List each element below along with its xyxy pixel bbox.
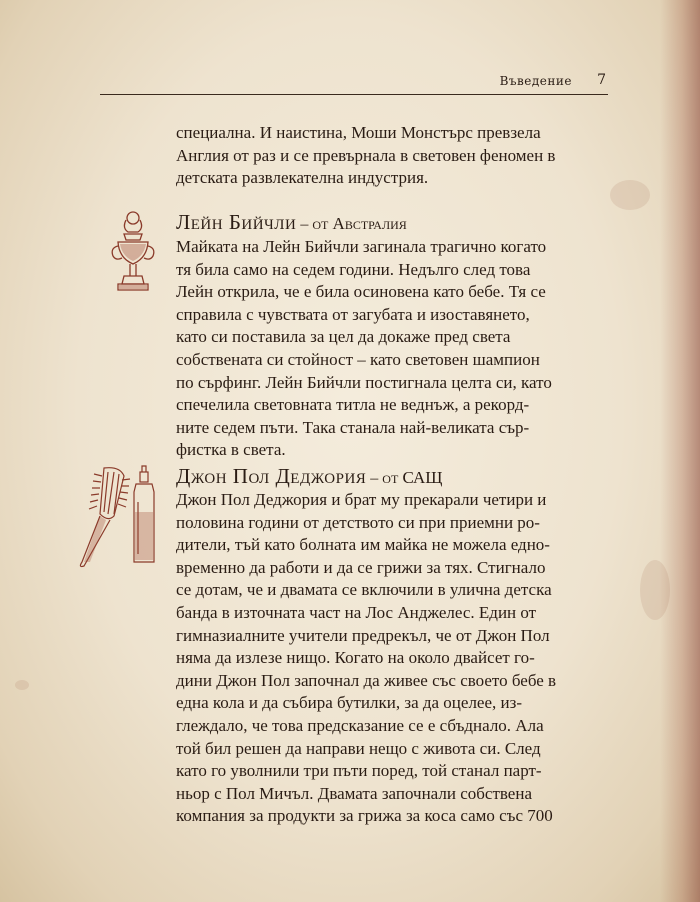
text-line: банда в източната част на Лос Анджелес. Един от — [176, 602, 537, 622]
page-number: 7 — [597, 72, 606, 88]
text-line: като си поставила за цел да докаже пред света — [176, 327, 511, 347]
section-heading — [176, 464, 606, 489]
text-line: глеждало, че това предсказание се е сбъднало. Ала — [176, 715, 544, 735]
paper-stain — [640, 560, 670, 620]
text-line: спечелила световната титла не веднъж, а рекорд- — [176, 395, 530, 415]
text-line: дители, тъй като болната им майка не можела едно- — [176, 535, 550, 555]
text-line: Джон Пол Деджория и брат му прекарали четири и — [176, 490, 547, 509]
text-line: се дотам, че и двамата се включили в улична детска — [176, 580, 552, 600]
text-line: временно да работи и да се грижи за тях. Стигнало — [176, 557, 546, 577]
text-line: тя била само на седем години. Недълго след това — [176, 259, 531, 279]
person-name: Лейн Бийчли — [176, 210, 297, 234]
paper-stain — [610, 180, 650, 210]
text-line: Майката на Лейн Бийчли загинала трагично когато — [176, 237, 547, 256]
person-origin: от Австралия — [312, 214, 407, 233]
intro-paragraph — [176, 122, 596, 190]
text-line: като го уволнили три пъти поред, той станал парт- — [176, 761, 542, 781]
person-name: Джон Пол Деджория — [176, 464, 367, 488]
person-origin: от САЩ — [382, 468, 443, 487]
heading-dash: – — [296, 216, 313, 233]
page-edge-shadow — [660, 0, 700, 902]
biography-paragraph — [176, 236, 596, 462]
section-title: Въведение — [499, 74, 572, 88]
text-line: Англия от раз и се превърнала в световен феномен в — [176, 145, 556, 165]
text-line: специална. И наистина, Моши Монстърс превзела — [176, 123, 541, 142]
text-line: той бил решен да направи нещо с живота си. След — [176, 738, 541, 758]
text-line: гимназиалните учители предрекъл, че от Джон Пол — [176, 625, 550, 645]
text-line: Лейн открила, че е била осиновена като бебе. Тя се — [176, 282, 546, 302]
text-line: половина години от детството си при приемни ро- — [176, 512, 540, 532]
text-line: няма да излезе нищо. Когато на около двайсет го- — [176, 648, 535, 668]
text-line: дини Джон Пол започнал да живее със своето бебе в — [176, 670, 557, 690]
paper-stain — [15, 680, 29, 690]
biography-paragraph — [176, 489, 596, 828]
hairbrush-and-bottle-icon — [64, 462, 174, 570]
running-header — [100, 70, 608, 95]
text-line: собствената си стойност – като световен шампион — [176, 349, 540, 369]
text-line: ньор с Пол Мичъл. Двамата започнали собствена — [176, 783, 532, 803]
text-line: фистка в света. — [176, 440, 286, 460]
text-line: ните седем пъти. Така станала най-великата сър- — [176, 417, 530, 437]
heading-dash: – — [366, 470, 383, 487]
text-line: детската развлекателна индустрия. — [176, 168, 429, 188]
text-line: една кола и да събира бутилки, за да оцелее, из- — [176, 693, 523, 713]
text-line: справила с чувствата от загубата и изоставянето, — [176, 304, 530, 324]
section-heading — [176, 210, 606, 235]
text-line: по сърфинг. Лейн Бийчли постигнала целта си, като — [176, 372, 552, 392]
text-line: компания за продукти за грижа за коса само със 700 — [176, 806, 553, 826]
trophy-cup-icon — [104, 206, 162, 298]
